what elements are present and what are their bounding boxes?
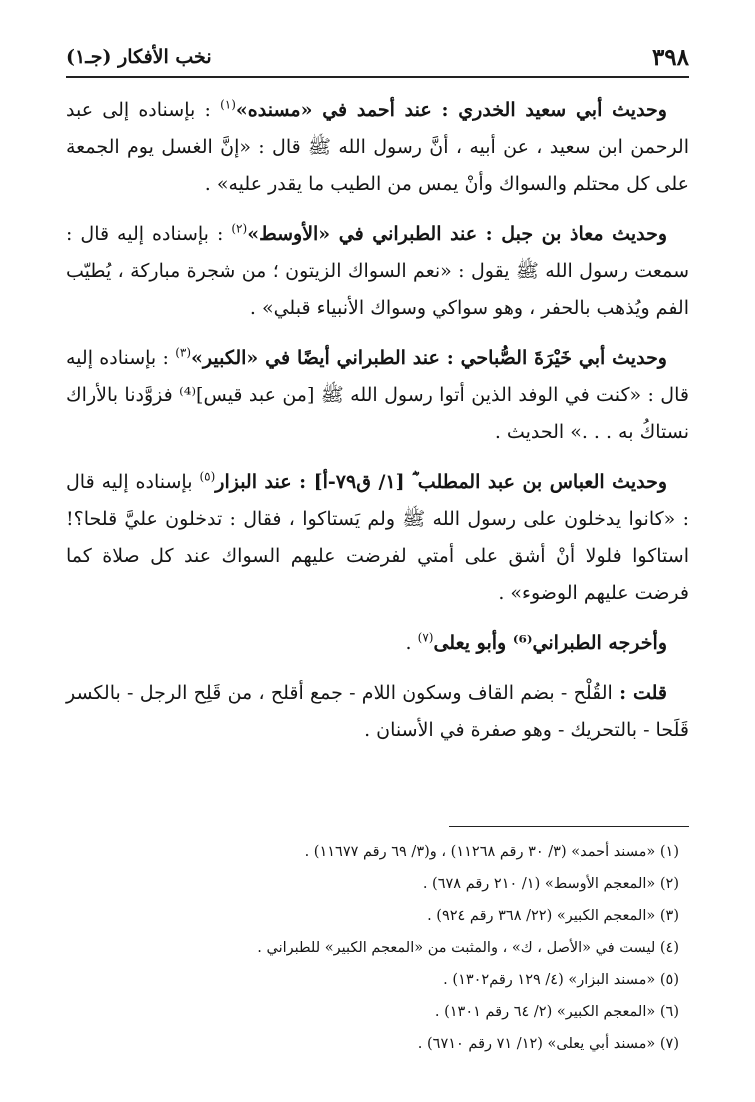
paragraph-text: : بإسناده إليه قال : سمعت رسول الله ﷺ يقول : «نعم السواك الزيتون ؛ من شجرة مباركة ، يُطيّب الفم ويُذهب بالحفر ، وهو سواكي وسواك الأنبياء قبلي» . <box>66 223 689 319</box>
footnote: (٢) «المعجم الأوسط» (١/ ٢١٠ رقم ٦٧٨) . <box>422 876 679 892</box>
footnote-marker: (٧) <box>417 630 434 645</box>
hadith-lead: وحديث معاذ بن جبل : عند الطبراني في «الأوسط» <box>247 223 667 245</box>
paragraph-text: : بإسناده إلى عبد الرحمن ابن سعيد ، عن أبيه ، أنَّ رسول الله ﷺ قال : «إنَّ الغسل يوم الجمعة على كل محتلم والسواك وأنْ يمس من الطيب ما يقدر عليه» . <box>66 99 689 195</box>
book-title: نخب الأفكار (جـ١) <box>66 46 212 68</box>
paragraph-text: : بإسناده إليه قال : «كنت في الوفد الذين أتوا رسول الله ﷺ [من عبد قيس]⁽⁴⁾ فزوَّدنا بالأراك نستاكُ به . . .» الحديث . <box>66 347 689 443</box>
paragraph <box>66 216 689 327</box>
hadith-lead: وحديث أبي سعيد الخدري : عند أحمد في «مسنده» <box>235 99 667 121</box>
main-text <box>66 92 689 762</box>
footnotes <box>66 836 689 1060</box>
footnote-separator <box>449 826 689 827</box>
footnote: (٥) «مسند البزار» (٤/ ١٢٩ رقم١٣٠٢) . <box>443 972 679 988</box>
footnote-marker: (٢) <box>231 221 248 236</box>
footnote-marker: (٥) <box>199 469 216 484</box>
footnote-marker: (١) <box>220 97 236 112</box>
paragraph-text: . <box>405 632 418 654</box>
paragraph-text: بإسناده إليه قال : «كانوا يدخلون على رسول الله ﷺ ولم يَستاكوا ، فقال : تدخلون عليَّ قلحا؟! استاكوا فلولا أنْ أشق على أمتي لفرضت عليهم السواك عند كل صلاة كما فرضت عليهم الوضوء» . <box>66 471 689 604</box>
paragraph <box>66 675 689 749</box>
footnote: (٤) ليست في «الأصل ، ك» ، والمثبت من «المعجم الكبير» للطبراني . <box>257 940 679 956</box>
paragraph <box>66 340 689 451</box>
footnote: (٧) «مسند أبي يعلى» (١٢/ ٧١ رقم ٦٧١٠) . <box>417 1036 679 1052</box>
paragraph <box>66 625 689 662</box>
page-number: ٣٩٨ <box>651 44 689 71</box>
header-rule <box>66 76 689 78</box>
paragraph-text: القُلْح - بضم القاف وسكون اللام - جمع أقلح ، من قَلِح الرجل - بالكسر قَلَحا - بالتحريك - وهو صفرة في الأسنان . <box>66 682 689 741</box>
hadith-lead: وأخرجه الطبراني⁽⁶⁾ وأبو يعلى <box>433 632 667 654</box>
page-header <box>66 38 689 78</box>
hadith-lead: وحديث العباس بن عبد المطلب ؓ [١/ ق٧٩-أ] : عند البزار <box>215 471 668 493</box>
footnote-marker: (٣) <box>175 345 192 360</box>
hadith-lead: وحديث أبي خَيْرَةَ الصُّباحي : عند الطبراني أيضًا في «الكبير» <box>191 347 667 369</box>
footnote: (١) «مسند أحمد» (٣/ ٣٠ رقم ١١٢٦٨) ، و(٣/ ٦٩ رقم ١١٦٧٧) . <box>304 844 679 860</box>
footnote: (٦) «المعجم الكبير» (٢/ ٦٤ رقم ١٣٠١) . <box>434 1004 679 1020</box>
note-lead: قلت : <box>619 682 667 704</box>
footnote: (٣) «المعجم الكبير» (٢٢/ ٣٦٨ رقم ٩٢٤) . <box>427 908 679 924</box>
paragraph <box>66 464 689 612</box>
paragraph <box>66 92 689 203</box>
